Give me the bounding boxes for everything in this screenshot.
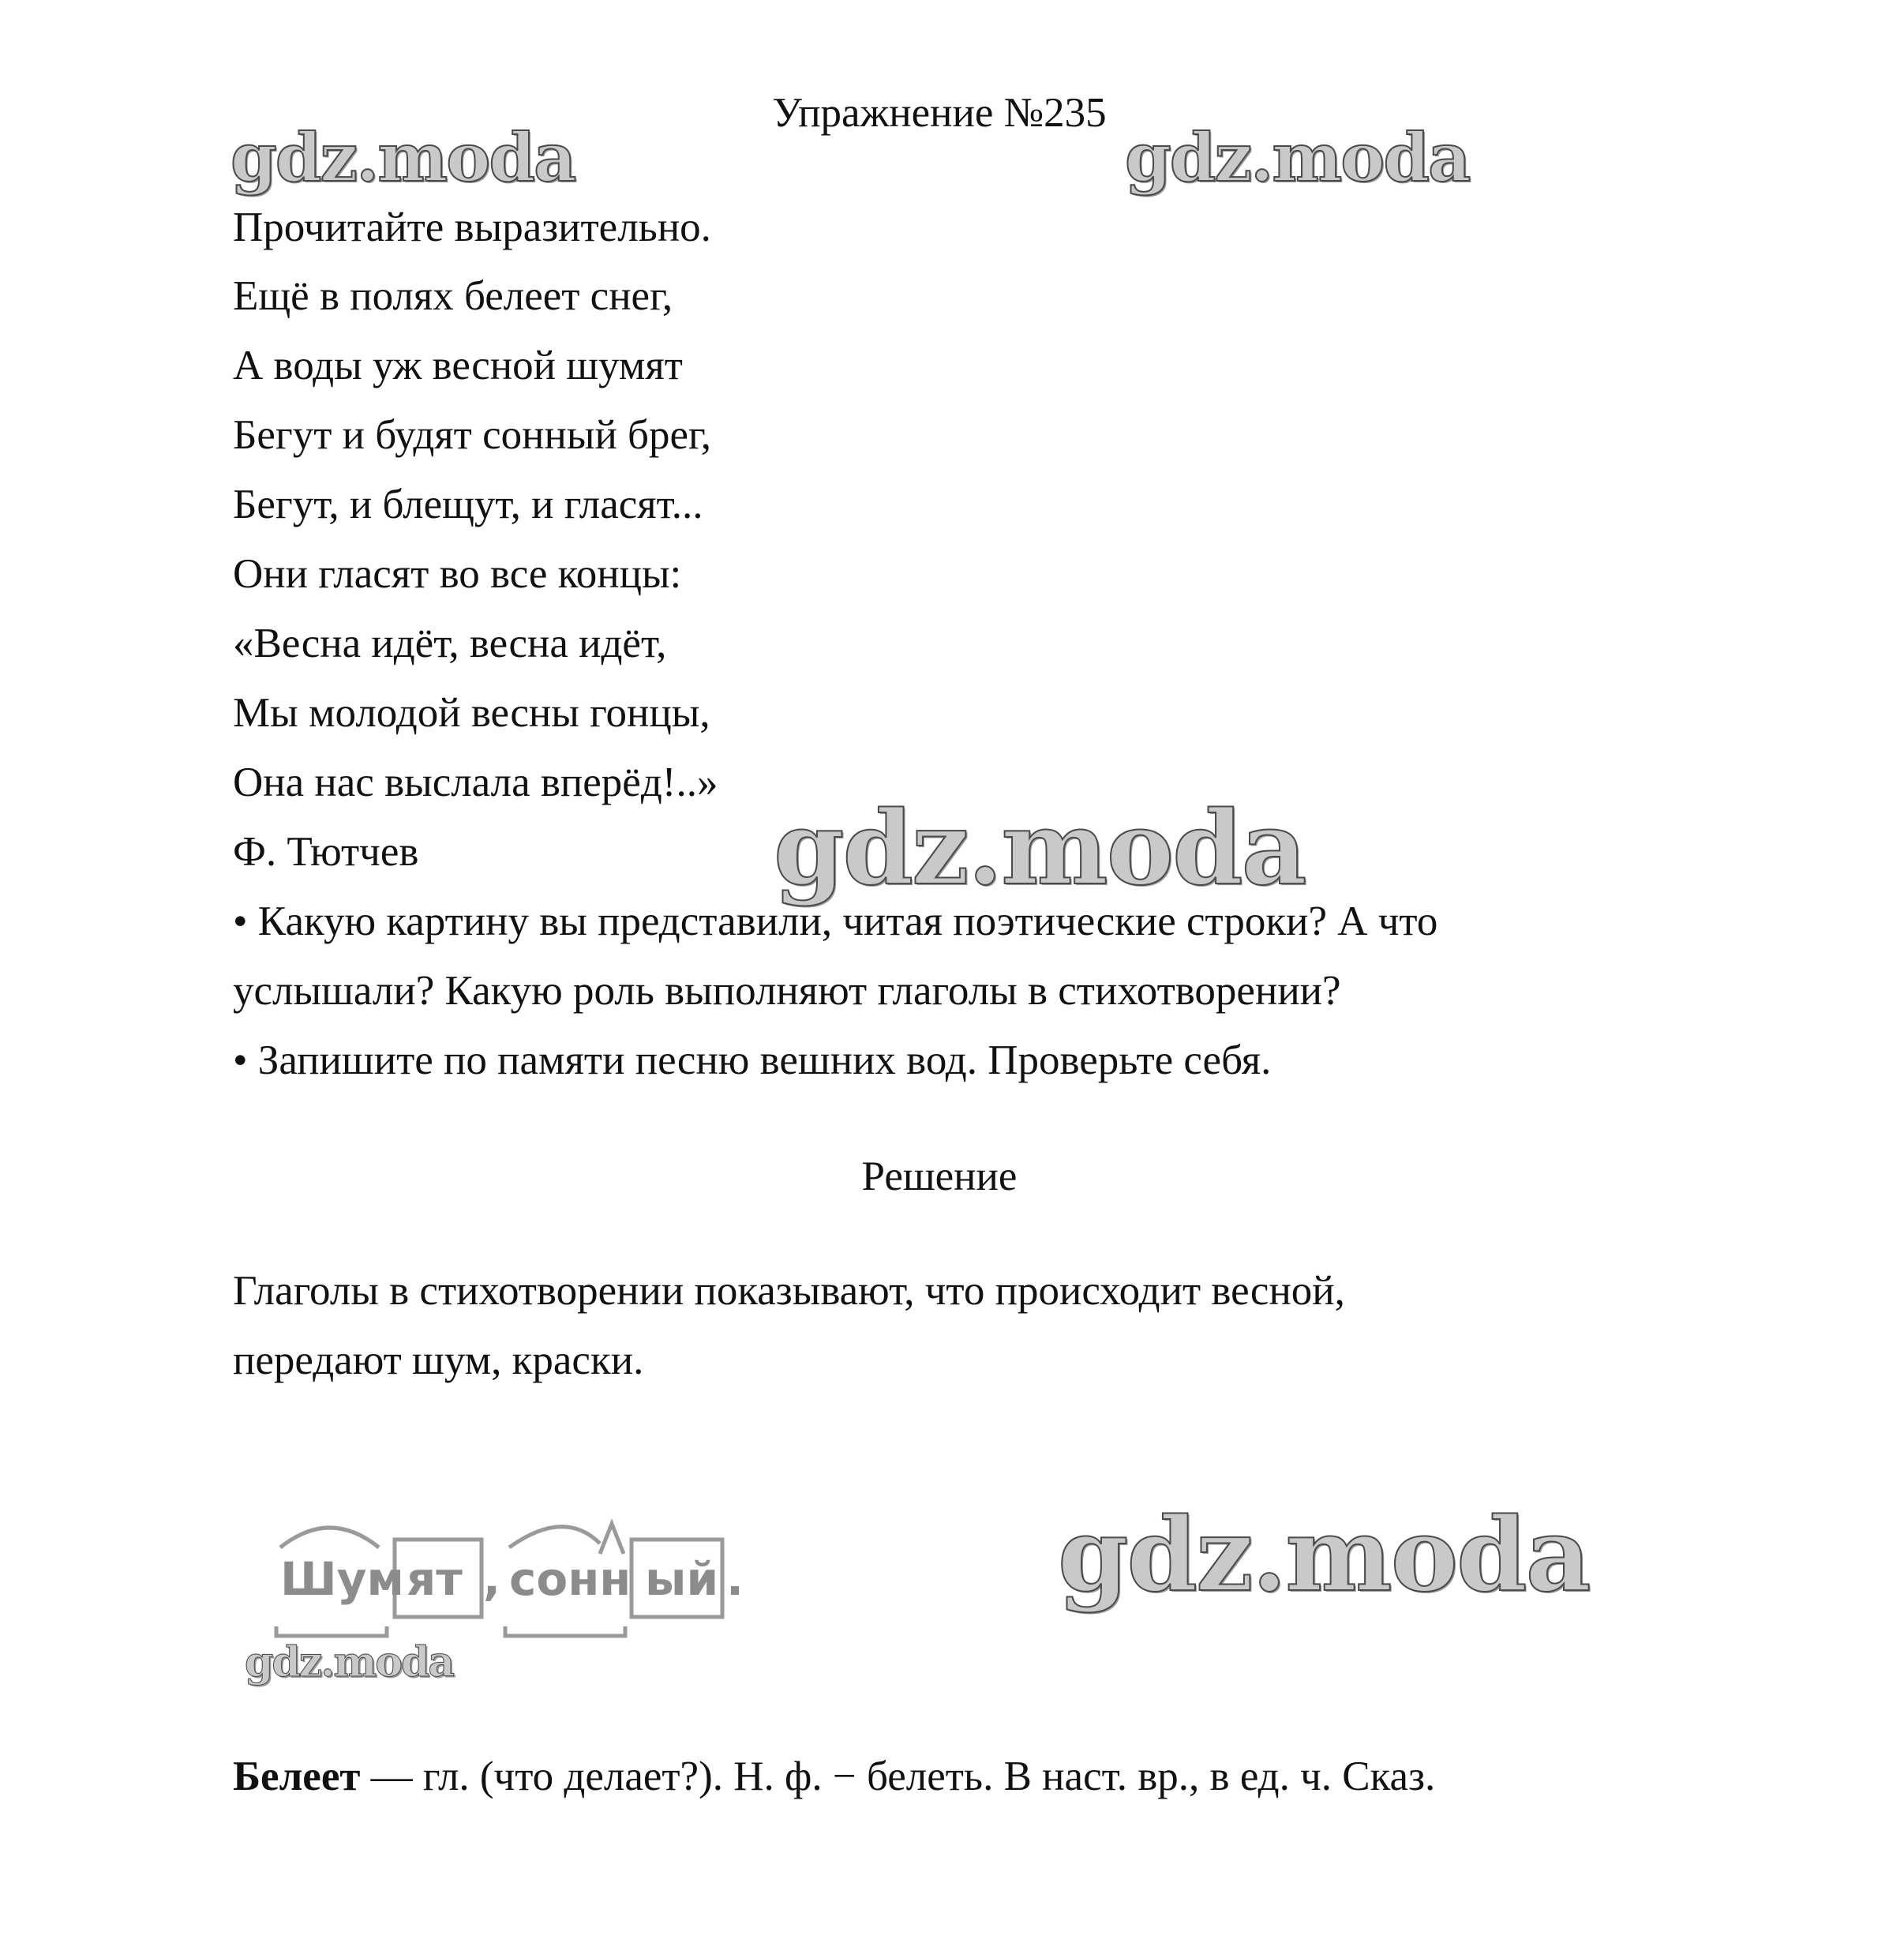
watermark-top-right: gdz.moda <box>1125 118 1470 197</box>
question-line: • Запишите по памяти песню вешних вод. Проверьте себя. <box>233 1037 1272 1083</box>
poem-line: Бегут, и блещут, и гласят... <box>233 482 703 527</box>
word2-root: сонн <box>509 1552 632 1606</box>
word1-ending: ят <box>407 1552 463 1606</box>
word1-root: Шум <box>280 1552 404 1606</box>
poem-line: Ещё в полях белеет снег, <box>233 273 673 319</box>
stem-bracket-1 <box>276 1626 387 1636</box>
root-arc-1 <box>280 1528 379 1547</box>
poem-line: Они гласят во все концы: <box>233 551 682 597</box>
poem-line: «Весна идёт, весна идёт, <box>233 621 667 666</box>
watermark-small: gdz.moda <box>245 1638 454 1686</box>
solution-line: передают шум, краски. <box>233 1337 644 1383</box>
watermark-top-left: gdz.moda <box>231 118 575 197</box>
word-analysis <box>233 1749 1435 1804</box>
watermark-bottom-right: gdz.moda <box>1058 1496 1590 1615</box>
diagram-comma: , <box>483 1552 501 1606</box>
watermark-center: gdz.moda <box>774 790 1306 908</box>
root-arc-2 <box>509 1527 600 1547</box>
analysis-text: — гл. (что делает?). Н. ф. − белеть. В наст. вр., в ед. ч. Сказ. <box>360 1754 1436 1799</box>
solution-line: Глаголы в стихотворении показывают, что происходит весной, <box>233 1268 1345 1314</box>
diagram-period: . <box>726 1552 744 1606</box>
analysis-word: Белеет <box>233 1754 361 1799</box>
poem-author: Ф. Тютчев <box>233 829 419 875</box>
solution-heading: Решение <box>861 1153 1018 1199</box>
suffix-caret-2 <box>600 1524 624 1554</box>
poem-line: А воды уж весной шумят <box>233 343 683 388</box>
task-instruction: Прочитайте выразительно. <box>233 204 711 250</box>
word2-ending: ый <box>645 1552 719 1606</box>
poem-line: Бегут и будят сонный брег, <box>233 412 712 458</box>
exercise-title: Упражнение №235 <box>772 90 1107 136</box>
question-line: услышали? Какую роль выполняют глаголы в стихотворении? <box>233 968 1341 1014</box>
question-line: • Какую картину вы представили, читая поэтические строки? А что <box>233 898 1438 944</box>
stem-bracket-2 <box>505 1626 625 1636</box>
poem-line: Мы молодой весны гонцы, <box>233 690 710 736</box>
poem-line: Она нас выслала вперёд!..» <box>233 760 718 805</box>
morpheme-diagram <box>268 1500 758 1666</box>
